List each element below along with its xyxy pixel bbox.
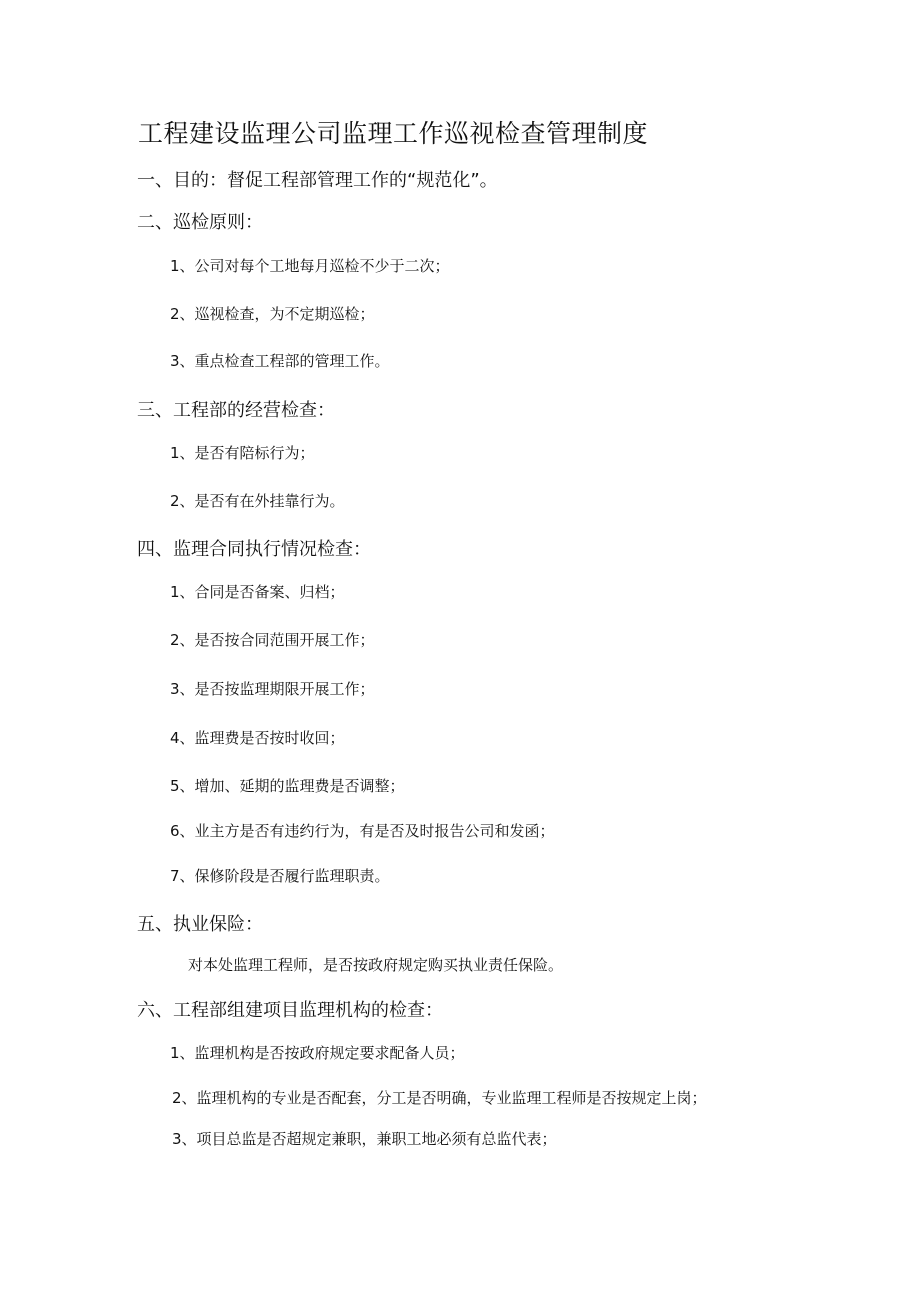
list-item: 7、保修阶段是否履行监理职责。	[170, 867, 390, 885]
list-item: 1、公司对每个工地每月巡检不少于二次；	[170, 257, 450, 275]
section-4-heading: 四、监理合同执行情况检查：	[137, 539, 371, 560]
section-2-heading: 二、巡检原则：	[137, 212, 263, 233]
list-item: 3、是否按监理期限开展工作；	[170, 680, 375, 698]
section-5-heading: 五、执业保险：	[137, 914, 263, 935]
list-item: 2、巡视检查，为不定期巡检；	[170, 305, 375, 323]
list-item: 6、业主方是否有违约行为，有是否及时报告公司和发函；	[170, 822, 555, 840]
list-item: 3、重点检查工程部的管理工作。	[170, 352, 390, 370]
section-1-heading: 一、目的：督促工程部管理工作的“规范化”。	[137, 170, 498, 191]
list-item: 2、监理机构的专业是否配套，分工是否明确，专业监理工程师是否按规定上岗；	[172, 1089, 707, 1107]
list-item: 4、监理费是否按时收回；	[170, 729, 345, 747]
list-item: 1、监理机构是否按政府规定要求配备人员；	[170, 1044, 465, 1062]
list-item: 3、项目总监是否超规定兼职，兼职工地必须有总监代表；	[172, 1130, 557, 1148]
section-5-paragraph: 对本处监理工程师，是否按政府规定购买执业责任保险。	[188, 956, 564, 974]
list-item: 1、是否有陪标行为；	[170, 444, 315, 462]
document-title: 工程建设监理公司监理工作巡视检查管理制度	[138, 119, 649, 148]
list-item: 2、是否有在外挂靠行为。	[170, 492, 345, 510]
list-item: 1、合同是否备案、归档；	[170, 583, 345, 601]
list-item: 5、增加、延期的监理费是否调整；	[170, 777, 405, 795]
section-3-heading: 三、工程部的经营检查：	[137, 400, 335, 421]
list-item: 2、是否按合同范围开展工作；	[170, 631, 375, 649]
section-6-heading: 六、工程部组建项目监理机构的检查：	[137, 1000, 443, 1021]
